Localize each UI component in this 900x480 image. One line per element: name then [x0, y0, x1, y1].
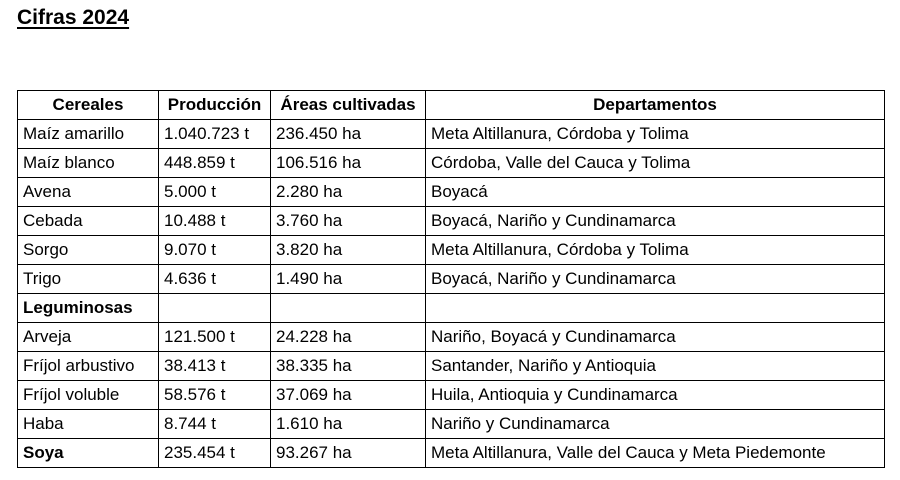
cell-area: 38.335 ha	[271, 352, 426, 381]
cell-departamentos: Meta Altillanura, Córdoba y Tolima	[426, 120, 885, 149]
header-departamentos: Departamentos	[426, 91, 885, 120]
cell-area: 1.610 ha	[271, 410, 426, 439]
cell-produccion: 5.000 t	[159, 178, 271, 207]
header-cereales: Cereales	[18, 91, 159, 120]
cell-produccion	[159, 294, 271, 323]
cell-departamentos: Córdoba, Valle del Cauca y Tolima	[426, 149, 885, 178]
cell-area: 106.516 ha	[271, 149, 426, 178]
cell-area: 2.280 ha	[271, 178, 426, 207]
cell-departamentos: Nariño, Boyacá y Cundinamarca	[426, 323, 885, 352]
cell-crop: Sorgo	[18, 236, 159, 265]
cell-crop: Avena	[18, 178, 159, 207]
cell-produccion: 448.859 t	[159, 149, 271, 178]
cell-produccion: 10.488 t	[159, 207, 271, 236]
cell-departamentos	[426, 294, 885, 323]
cell-crop: Maíz amarillo	[18, 120, 159, 149]
cell-crop: Haba	[18, 410, 159, 439]
table-header-row	[18, 91, 885, 120]
cell-departamentos: Boyacá	[426, 178, 885, 207]
cell-produccion: 8.744 t	[159, 410, 271, 439]
table-row	[18, 207, 885, 236]
table-row	[18, 410, 885, 439]
cell-crop: Trigo	[18, 265, 159, 294]
cell-departamentos: Huila, Antioquia y Cundinamarca	[426, 381, 885, 410]
cell-crop: Fríjol arbustivo	[18, 352, 159, 381]
header-areas-cultivadas: Áreas cultivadas	[271, 91, 426, 120]
cell-area: 24.228 ha	[271, 323, 426, 352]
cell-produccion: 1.040.723 t	[159, 120, 271, 149]
cell-departamentos: Boyacá, Nariño y Cundinamarca	[426, 265, 885, 294]
cell-crop: Cebada	[18, 207, 159, 236]
section-label-leguminosas: Leguminosas	[18, 294, 159, 323]
table-section-row	[18, 294, 885, 323]
cell-crop: Fríjol voluble	[18, 381, 159, 410]
cell-area: 3.820 ha	[271, 236, 426, 265]
page-title: Cifras 2024	[17, 6, 130, 29]
table-row	[18, 178, 885, 207]
cell-departamentos: Meta Altillanura, Valle del Cauca y Meta Piedemonte	[426, 439, 885, 468]
cell-produccion: 4.636 t	[159, 265, 271, 294]
table-row	[18, 381, 885, 410]
table-row	[18, 265, 885, 294]
cell-produccion: 121.500 t	[159, 323, 271, 352]
cell-departamentos: Boyacá, Nariño y Cundinamarca	[426, 207, 885, 236]
cell-area	[271, 294, 426, 323]
cell-area: 1.490 ha	[271, 265, 426, 294]
table-row	[18, 352, 885, 381]
table-row	[18, 236, 885, 265]
table-row	[18, 120, 885, 149]
cell-departamentos: Nariño y Cundinamarca	[426, 410, 885, 439]
cell-area: 236.450 ha	[271, 120, 426, 149]
header-produccion: Producción	[159, 91, 271, 120]
cell-departamentos: Santander, Nariño y Antioquia	[426, 352, 885, 381]
cell-produccion: 9.070 t	[159, 236, 271, 265]
table-row	[18, 149, 885, 178]
cell-crop: Arveja	[18, 323, 159, 352]
cell-produccion: 58.576 t	[159, 381, 271, 410]
table-row	[18, 439, 885, 468]
cell-departamentos: Meta Altillanura, Córdoba y Tolima	[426, 236, 885, 265]
cell-produccion: 235.454 t	[159, 439, 271, 468]
cifras-table	[17, 90, 885, 468]
cell-crop: Maíz blanco	[18, 149, 159, 178]
table-row	[18, 323, 885, 352]
cell-area: 37.069 ha	[271, 381, 426, 410]
cell-produccion: 38.413 t	[159, 352, 271, 381]
cell-area: 3.760 ha	[271, 207, 426, 236]
cell-area: 93.267 ha	[271, 439, 426, 468]
cell-crop: Soya	[18, 439, 159, 468]
